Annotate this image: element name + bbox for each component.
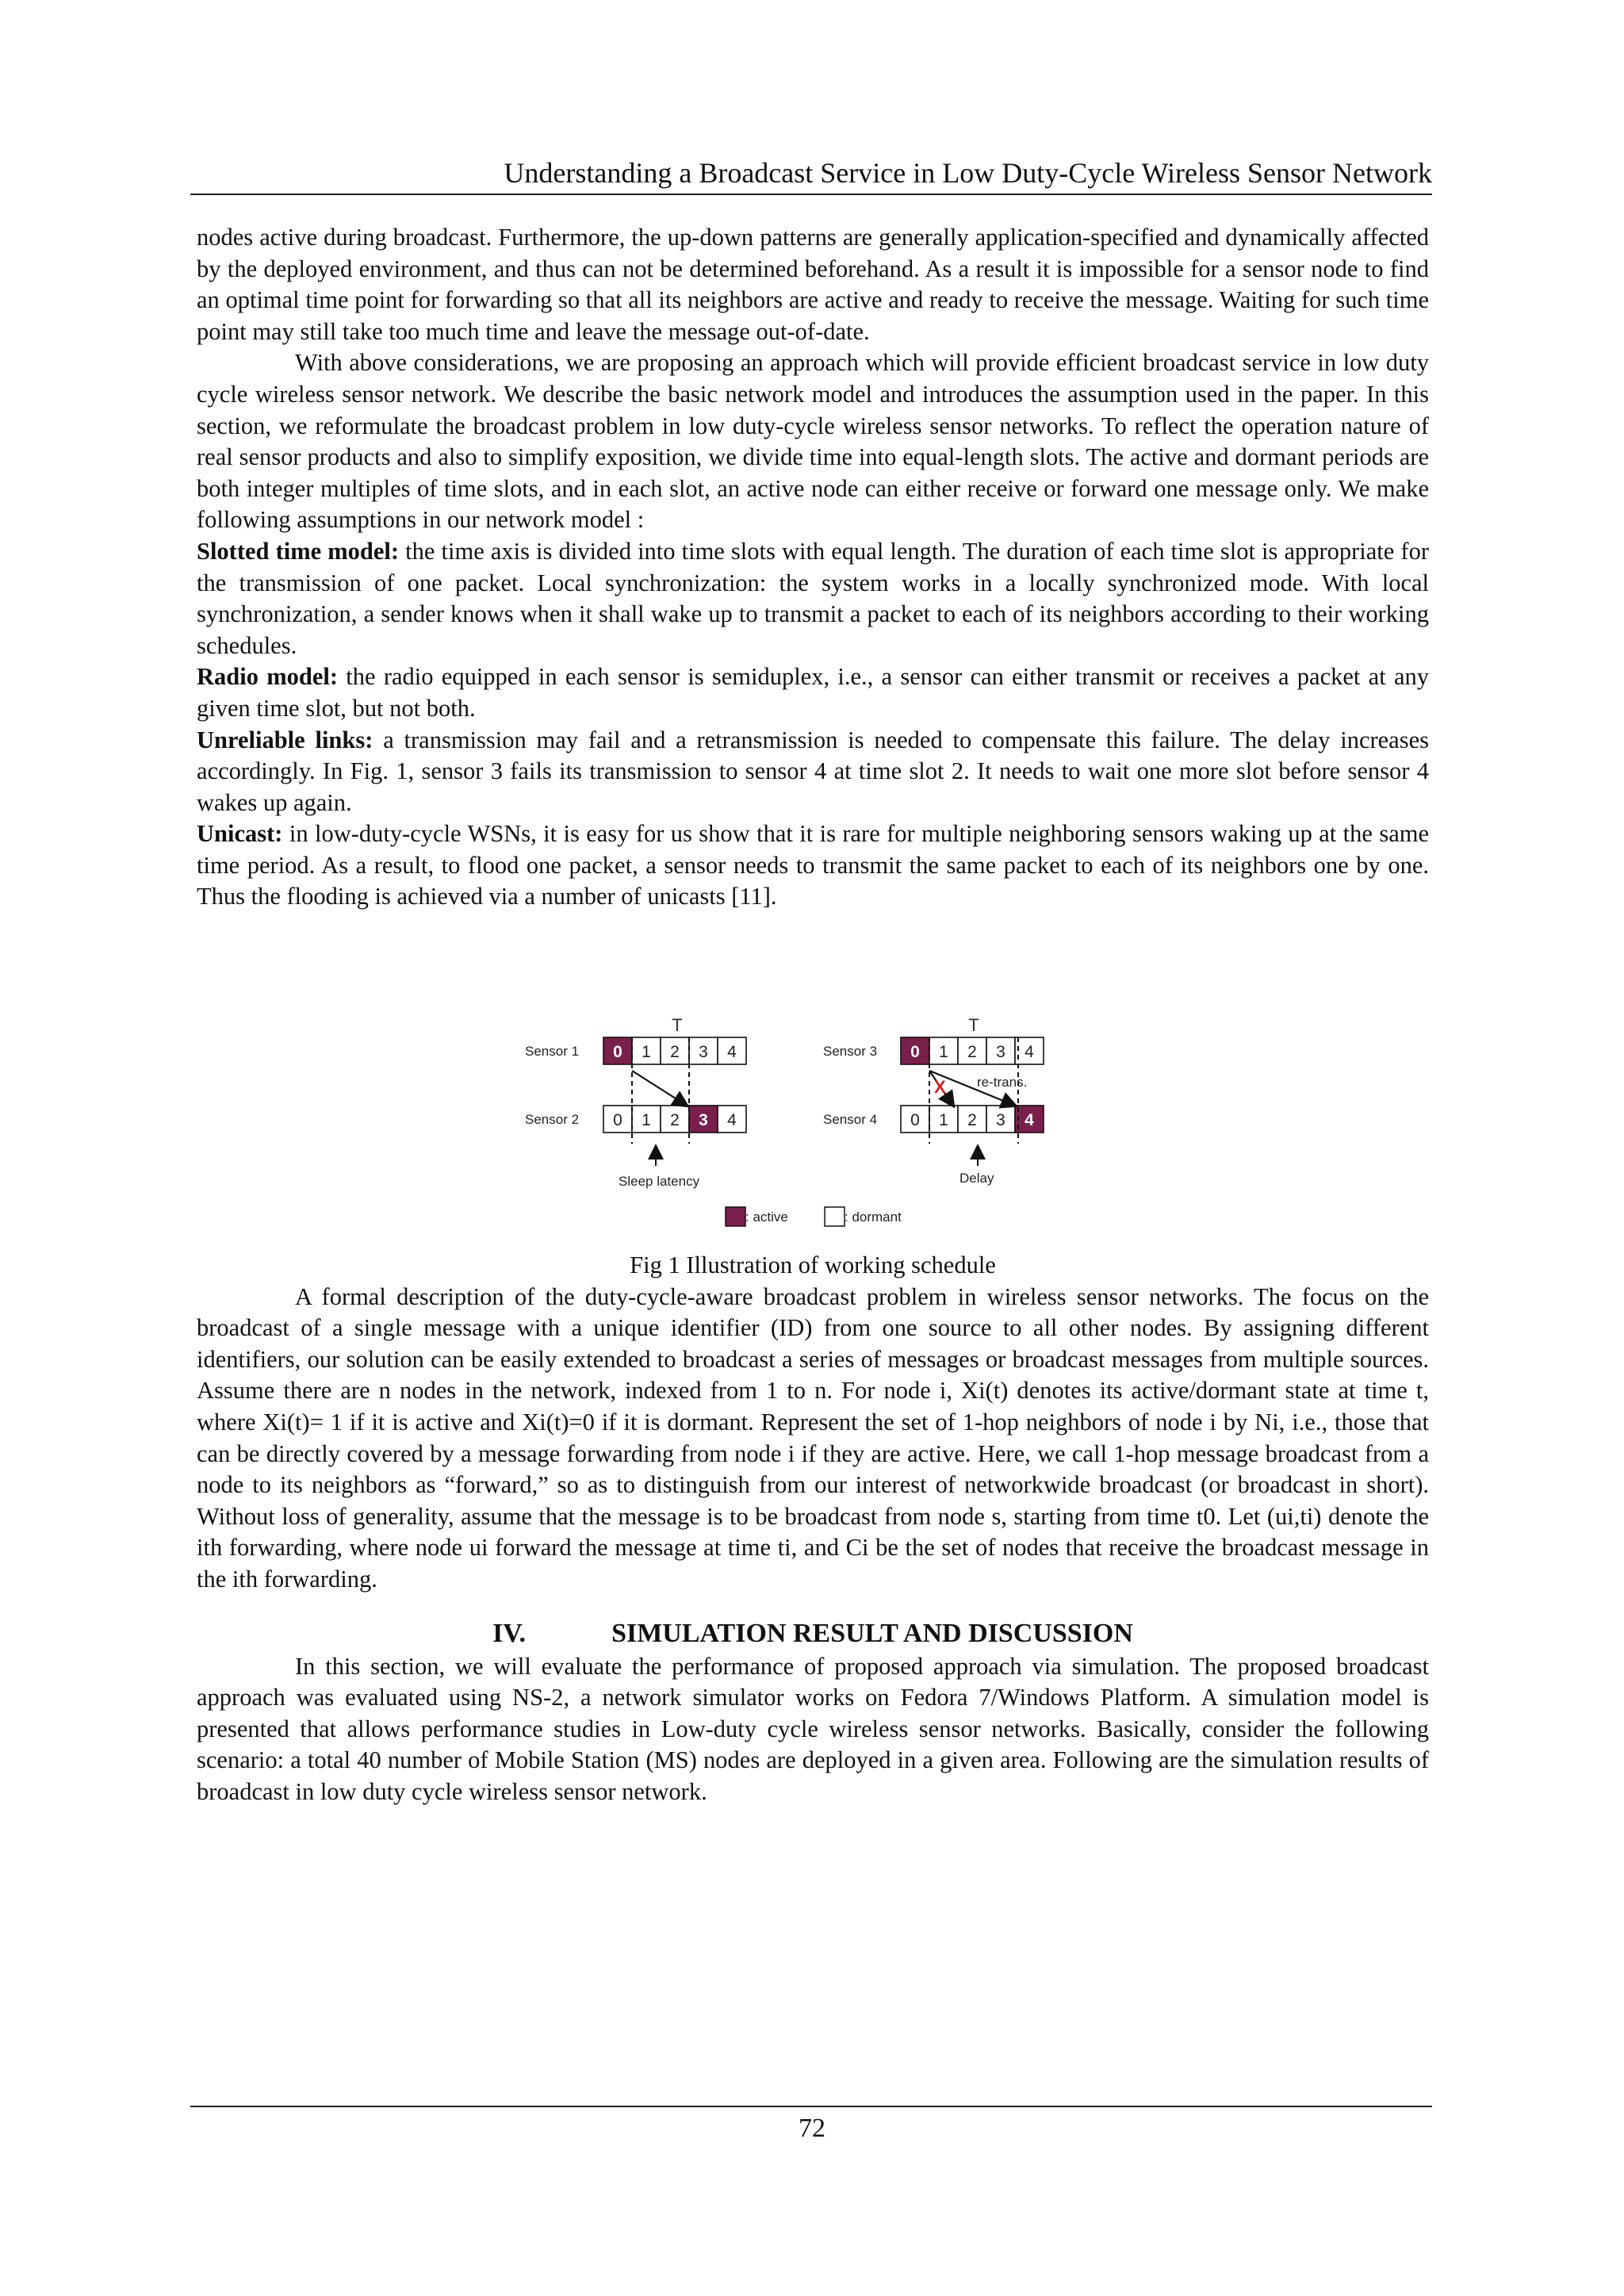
paragraph-continuation: nodes active during broadcast. Furthermore, the up-down patterns are generally application-specified and dynamically affected by the deployed environment, and thus can not be determined beforehand. As a result it is impossible for a sensor node to find an optimal time point for forwarding so that all its neighbors are active and ready to receive the message. Waiting for such time point may still take too much time and leave the message out-of-date. [197, 224, 1429, 345]
sensor-2-slots [603, 1106, 746, 1133]
working-schedule-diagram [508, 1007, 1078, 1245]
paragraph-formal-description: A formal description of the duty-cycle-aware broadcast problem in wireless sensor networks. The focus on the broadcast of a single message with a unique identifier (ID) from one source to all other nodes. By assigning different identifiers, our solution can be easily extended to broadcast a series of messages or broadcast messages from multiple sources. Assume there are n nodes in the network, indexed from 1 to n. For node i, Xi(t) denotes its active/dormant state at time t, where Xi(t)= 1 if it is active and Xi(t)=0 if it is dormant. Represent the set of 1-hop neighbors of node i by Ni, i.e., those that can be directly covered by a message forwarding from node i if they are active. Here, we call 1-hop message broadcast from a node to its neighbors as “forward,” so as to distinguish from our interest of networkwide broadcast (or broadcast in short). Without loss of generality, assume that the message is to be broadcast from node s, starting from time t0. Let (ui,ti) denote the ith forwarding, where node ui forward the message at time ti, and Ci be the set of nodes that receive the broadcast message in the ith forwarding. [197, 1282, 1429, 1593]
slot-number: 4 [1025, 1111, 1034, 1129]
unicast-text: in low-duty-cycle WSNs, it is easy for us show that it is rare for multiple neighboring sensors waking up at the same time period. As a result, to flood one packet, a sensor needs to transmit the same packet to each of its neighbors one by one. Thus the flooding is achieved via a number of unicasts [11]. [197, 820, 1429, 910]
body-text [197, 222, 1429, 913]
footer-rule [190, 2106, 1432, 2107]
legend-dormant-label: : dormant [845, 1209, 902, 1225]
figure-working-schedule [508, 1007, 1078, 1245]
slot-number: 2 [670, 1111, 680, 1129]
slot-number: 2 [670, 1043, 680, 1061]
sensor-2-label: Sensor 2 [525, 1112, 580, 1127]
slot-number: 2 [967, 1043, 977, 1061]
term-unicast: Unicast: [197, 820, 283, 848]
section-number: IV. [492, 1618, 526, 1648]
sensor-3-label: Sensor 3 [823, 1044, 878, 1059]
sensor-3-slots [901, 1037, 1044, 1064]
retransmission-label: re-trans. [977, 1075, 1028, 1090]
period-label-left: T [672, 1015, 683, 1035]
running-header [190, 152, 1432, 195]
lower-text [197, 1250, 1429, 1808]
unreliable-links-text: a transmission may fail and a retransmission is needed to compensate this failure. The delay increases accordingly. In Fig. 1, sensor 3 fails its transmission to sensor 4 at time slot 2. It needs to wait one more slot before sensor 4 wakes up again. [197, 726, 1429, 816]
sensor-4-label: Sensor 4 [823, 1112, 878, 1127]
slot-number: 3 [996, 1111, 1005, 1129]
slot-number: 0 [613, 1043, 622, 1061]
paragraph-unicast [197, 818, 1429, 913]
slot-number: 0 [910, 1043, 920, 1061]
section-heading [197, 1618, 1429, 1650]
slot-number: 3 [699, 1043, 708, 1061]
slot-number: 3 [699, 1111, 708, 1129]
paragraph-unreliable-links [197, 725, 1429, 819]
term-radio-model: Radio model: [197, 663, 339, 691]
failure-mark-icon: X [934, 1077, 946, 1097]
slot-number: 3 [996, 1043, 1005, 1061]
slot-number: 0 [613, 1111, 622, 1129]
section-title: SIMULATION RESULT AND DISCUSSION [611, 1618, 1133, 1648]
slotted-time-model-text: the time axis is divided into time slots with equal length. The duration of each time slot is appropriate for the transmission of one packet. Local synchronization: the system works in a locally synchronized mode. With local synchronization, a sender knows when it shall wake up to transmit a packet to each of its neighbors according to their working schedules. [197, 537, 1429, 659]
slot-number: 1 [939, 1111, 948, 1129]
slot-number: 0 [910, 1111, 920, 1129]
radio-model-text: the radio equipped in each sensor is semiduplex, i.e., a sensor can either transmit or receives a packet at any given time slot, but not both. [197, 663, 1429, 722]
slot-number: 1 [642, 1043, 651, 1061]
legend-active-swatch [726, 1207, 745, 1226]
sensor-4-slots [901, 1106, 1044, 1133]
paragraph-radio-model [197, 661, 1429, 724]
sensor-1-slots [603, 1037, 746, 1064]
term-unreliable-links: Unreliable links: [197, 726, 373, 753]
paragraph-slotted-time-model [197, 536, 1429, 661]
slot-number: 4 [727, 1043, 737, 1061]
term-slotted-time-model: Slotted time model: [197, 537, 400, 565]
period-label-right: T [968, 1015, 979, 1035]
paragraph-simulation: In this section, we will evaluate the performance of proposed approach via simulation. The proposed broadcast approach was evaluated using NS-2, a network simulator works on Fedora 7/Windows Platform. A simulation model is presented that allows performance studies in Low-duty cycle wireless sensor networks. Basically, consider the following scenario: a total 40 number of Mobile Station (MS) nodes are deployed in a given area. Following are the simulation results of broadcast in low duty cycle wireless sensor network. [197, 1652, 1429, 1805]
slot-number: 4 [1025, 1043, 1034, 1061]
figure-caption: Fig 1 Illustration of working schedule [630, 1251, 996, 1278]
legend-active-label: : active [745, 1209, 788, 1225]
sensor-1-label: Sensor 1 [525, 1044, 580, 1059]
running-title: Understanding a Broadcast Service in Low Duty-Cycle Wireless Sensor Network [504, 157, 1432, 189]
sleep-latency-label: Sleep latency [619, 1174, 700, 1189]
slot-number: 1 [642, 1111, 651, 1129]
legend-dormant-swatch [825, 1207, 845, 1226]
slot-number: 1 [939, 1043, 948, 1061]
paragraph-approach: With above considerations, we are proposing an approach which will provide efficient broadcast service in low duty cycle wireless sensor network. We describe the basic network model and introduces the assumption used in the paper. In this section, we reformulate the broadcast problem in low duty-cycle wireless sensor networks. To reflect the operation nature of real sensor products and also to simplify exposition, we divide time into equal-length slots. The active and dormant periods are both integer multiples of time slots, and in each slot, an active node can either receive or forward one message only. We make following assumptions in our network model : [197, 349, 1429, 534]
delay-label: Delay [959, 1171, 994, 1186]
slot-number: 4 [727, 1111, 737, 1129]
slot-number: 2 [967, 1111, 977, 1129]
page-number: 72 [799, 2114, 825, 2143]
transmission-arrow [632, 1071, 687, 1106]
